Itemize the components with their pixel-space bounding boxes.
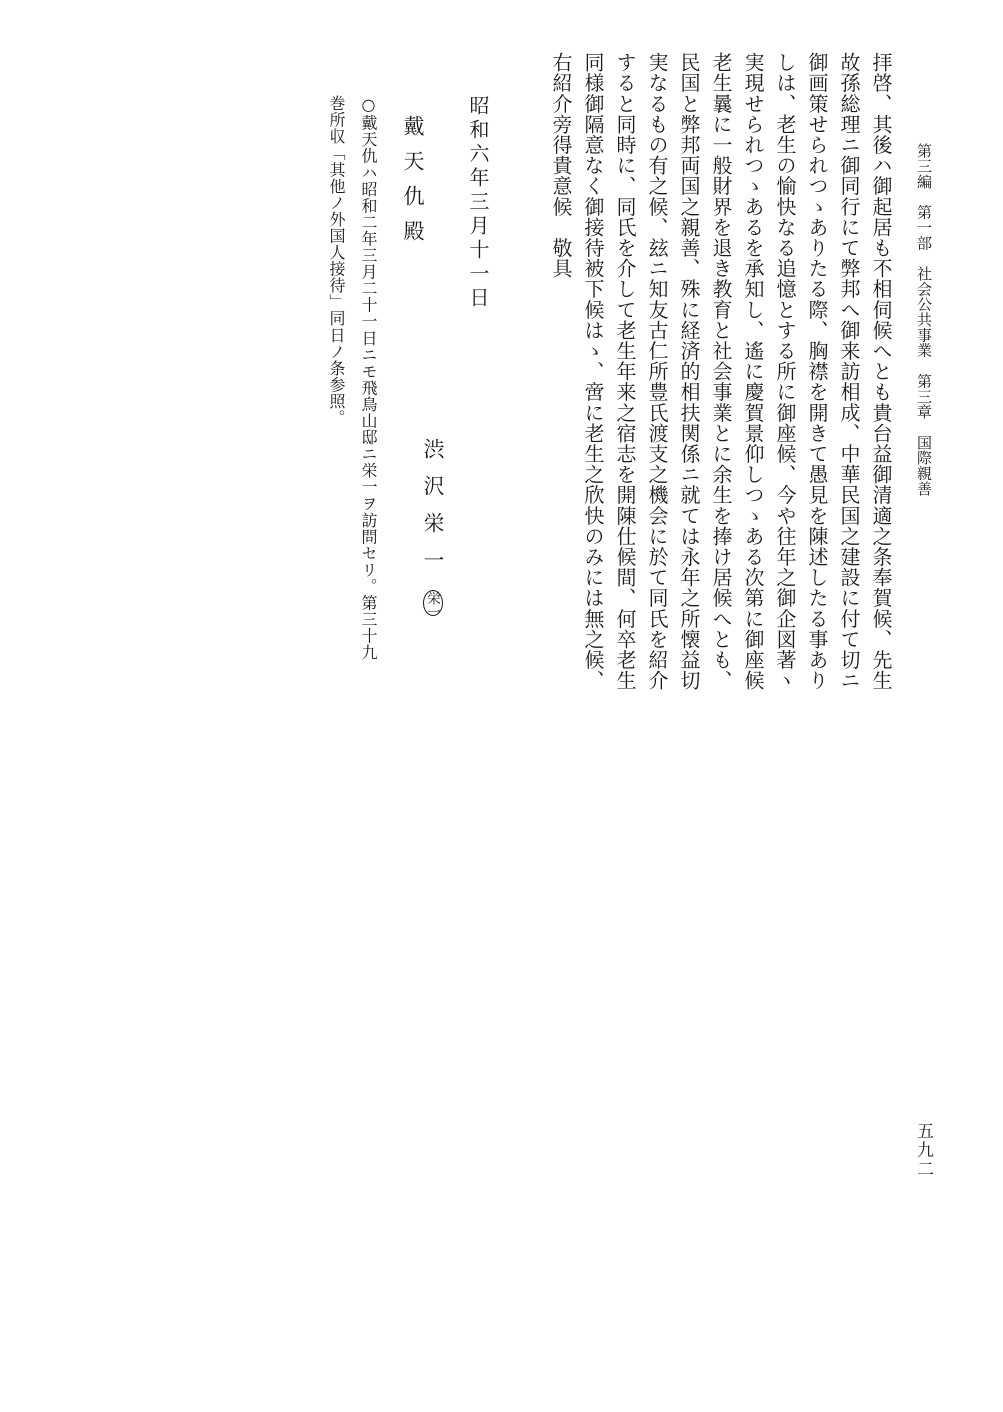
- letter-line-3: 御画策せられつゝありたる際、胸襟を開きて愚見を陳述したる事あり: [805, 52, 829, 691]
- letter-line-4: しは、老生の愉快なる追憶とする所に御座候、今や往年之御企図著ヽ: [773, 52, 797, 691]
- letter-line-11: 右紹介旁得貴意候 敬具: [549, 52, 573, 279]
- letter-line-7: 民国と弊邦両国之親善、殊に経済的相扶関係ニ就ては永年之所懐益切: [677, 52, 701, 691]
- sender-seal: 栄一: [425, 591, 441, 619]
- running-head: 第三編 第一部 社会公共事業 第三章 国際親善: [915, 143, 933, 497]
- editorial-note-line-2: 巻所収「其他ノ外国人接待」同日ノ条参照。: [327, 95, 346, 426]
- letter-line-10: 同様御隔意なく御接待被下候はゝ、啻に老生之欣快のみには無之候、: [581, 52, 605, 691]
- letter-line-1: 拝啓、其後ハ御起居も不相伺候へとも貴台益御清適之条奉賀候、先生: [869, 52, 893, 691]
- letter-date: 昭和六年三月十一日: [466, 95, 490, 311]
- sender-name: 渋沢栄一: [421, 438, 445, 586]
- letter-line-9: すると同時に、同氏を介して老生年来之宿志を開陳仕候間、何卒老生: [613, 52, 637, 691]
- signature-block: [421, 438, 445, 619]
- addressee: 戴天仇殿: [401, 115, 425, 255]
- page-number: 五九二: [913, 1122, 933, 1179]
- letter-line-5: 実現せられつゝあるを承知し、遙に慶賀景仰しつゝある次第に御座候: [741, 52, 765, 691]
- editorial-note-line-1: ○戴天仇ハ昭和二年三月二十一日ニモ飛鳥山邸ニ栄一ヲ訪問セリ。第三十九: [359, 95, 378, 661]
- letter-line-6: 老生曩に一般財界を退き教育と社会事業とに余生を捧け居候へとも、: [709, 52, 733, 691]
- letter-line-2: 故孫総理ニ御同行にて弊邦へ御来訪相成、中華民国之建設に付て切ニ: [837, 52, 861, 691]
- letter-line-8: 実なるもの有之候、玆ニ知友古仁所豊氏渡支之機会に於て同氏を紹介: [645, 52, 669, 691]
